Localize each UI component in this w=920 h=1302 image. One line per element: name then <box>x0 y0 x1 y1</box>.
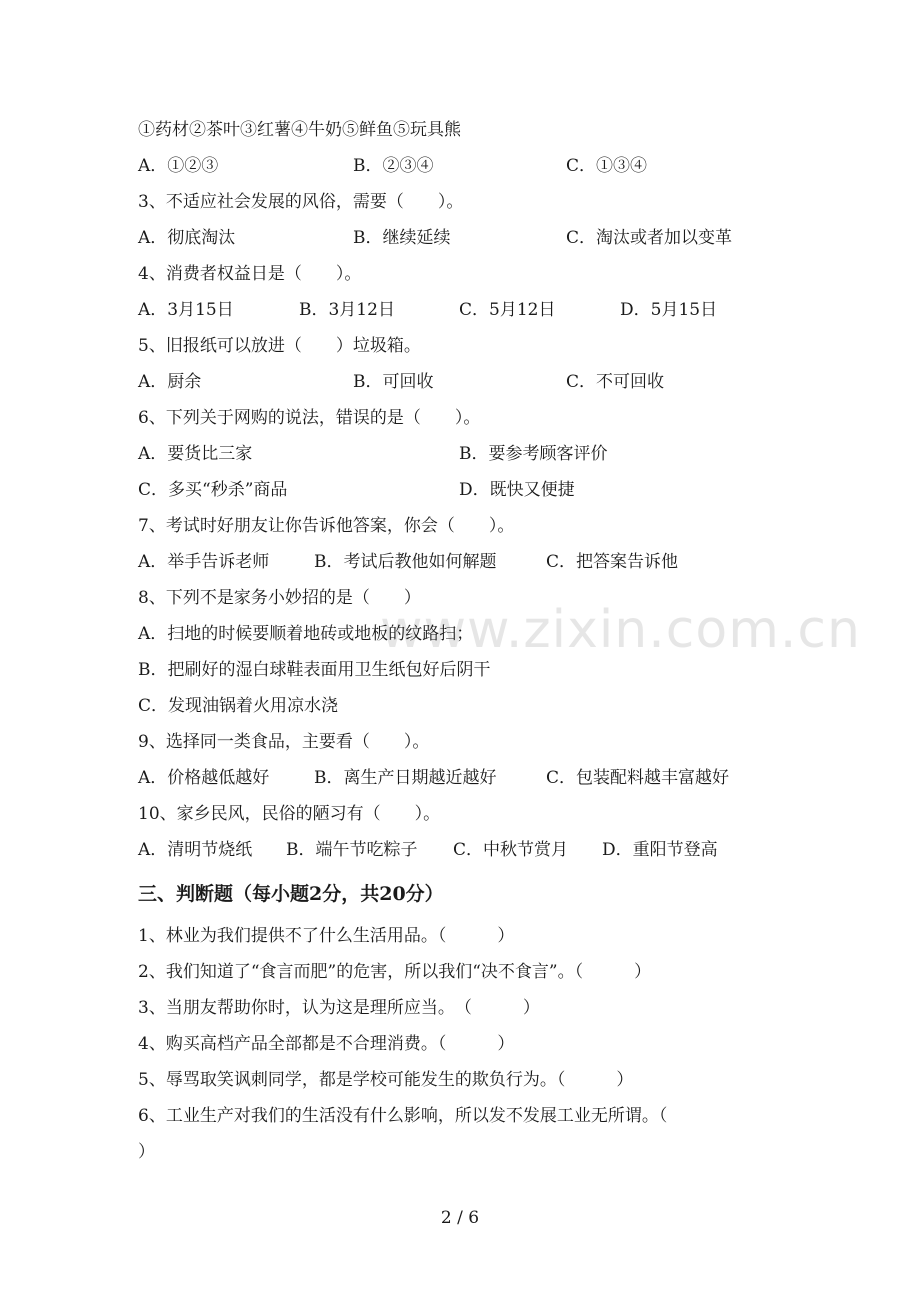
q8-option-b: B．把刷好的湿白球鞋表面用卫生纸包好后阴干 <box>138 660 491 680</box>
q6-stem: 6、下列关于网购的说法，错误的是（ ）。 <box>138 408 481 428</box>
q5-option-c: C．不可回收 <box>566 372 665 392</box>
section-title-judgment: 三、判断题（每小题2分，共20分） <box>138 883 444 905</box>
q10-option-d: D．重阳节登高 <box>602 840 718 860</box>
q7-stem: 7、考试时好朋友让你告诉他答案，你会（ ）。 <box>138 516 515 536</box>
q9-option-c: C．包装配料越丰富越好 <box>546 768 730 788</box>
q8-option-a: A．扫地的时候要顺着地砖或地板的纹路扫； <box>138 624 474 644</box>
q9-option-a: A．价格越低越好 <box>138 768 270 788</box>
judgment-1: 1、林业为我们提供不了什么生活用品。（ ） <box>138 926 515 946</box>
judgment-4: 4、购买高档产品全部都是不合理消费。（ ） <box>138 1034 515 1054</box>
q6-option-d: D．既快又便捷 <box>459 480 575 500</box>
q3-stem: 3、不适应社会发展的风俗，需要（ ）。 <box>138 192 464 212</box>
q7-option-b: B．考试后教他如何解题 <box>314 552 497 572</box>
q2-option-a: A．①②③ <box>138 156 219 176</box>
judgment-3: 3、当朋友帮助你时，认为这是理所应当。 （ ） <box>138 998 540 1018</box>
q10-option-c: C．中秋节赏月 <box>453 840 569 860</box>
q6-option-a: A．要货比三家 <box>138 444 253 464</box>
q7-option-a: A．举手告诉老师 <box>138 552 270 572</box>
watermark: www.zixin.com.cn <box>380 600 861 660</box>
q7-option-c: C．把答案告诉他 <box>546 552 679 572</box>
q10-stem: 10、家乡民风，民俗的陋习有（ ）。 <box>138 804 441 824</box>
q5-option-a: A．厨余 <box>138 372 202 392</box>
q9-stem: 9、选择同一类食品，主要看（ ）。 <box>138 732 430 752</box>
q8-stem: 8、下列不是家务小妙招的是（ ） <box>138 588 421 608</box>
q4-stem: 4、消费者权益日是（ ）。 <box>138 264 362 284</box>
q4-option-b: B．3月12日 <box>299 300 395 320</box>
judgment-5: 5、辱骂取笑讽刺同学，都是学校可能发生的欺负行为。（ ） <box>138 1070 634 1090</box>
q6-option-c: C．多买“秒杀”商品 <box>138 480 288 500</box>
q5-option-b: B．可回收 <box>353 372 434 392</box>
page-number: 2 / 6 <box>440 1208 480 1228</box>
judgment-6: 6、工业生产对我们的生活没有什么影响，所以发不发展工业无所谓。（ <box>138 1106 668 1126</box>
q2-option-c: C．①③④ <box>566 156 648 176</box>
q2-items: ①药材②茶叶③红薯④牛奶⑤鲜鱼⑤玩具熊 <box>138 120 461 140</box>
q6-option-b: B．要参考顾客评价 <box>459 444 608 464</box>
judgment-2: 2、我们知道了“食言而肥”的危害，所以我们“决不食言”。（ ） <box>138 962 652 982</box>
judgment-6-continued: ） <box>138 1142 155 1162</box>
q10-option-a: A．清明节烧纸 <box>138 840 253 860</box>
q3-option-b: B．继续延续 <box>353 228 451 248</box>
q4-option-d: D．5月15日 <box>620 300 718 320</box>
q4-option-a: A．3月15日 <box>138 300 234 320</box>
q10-option-b: B．端午节吃粽子 <box>286 840 418 860</box>
q4-option-c: C．5月12日 <box>459 300 556 320</box>
q2-option-b: B．②③④ <box>353 156 434 176</box>
q5-stem: 5、旧报纸可以放进（ ）垃圾箱。 <box>138 336 421 356</box>
q8-option-c: C．发现油锅着火用凉水浇 <box>138 696 339 716</box>
q9-option-b: B．离生产日期越近越好 <box>314 768 497 788</box>
q3-option-a: A．彻底淘汰 <box>138 228 236 248</box>
q3-option-c: C．淘汰或者加以变革 <box>566 228 733 248</box>
